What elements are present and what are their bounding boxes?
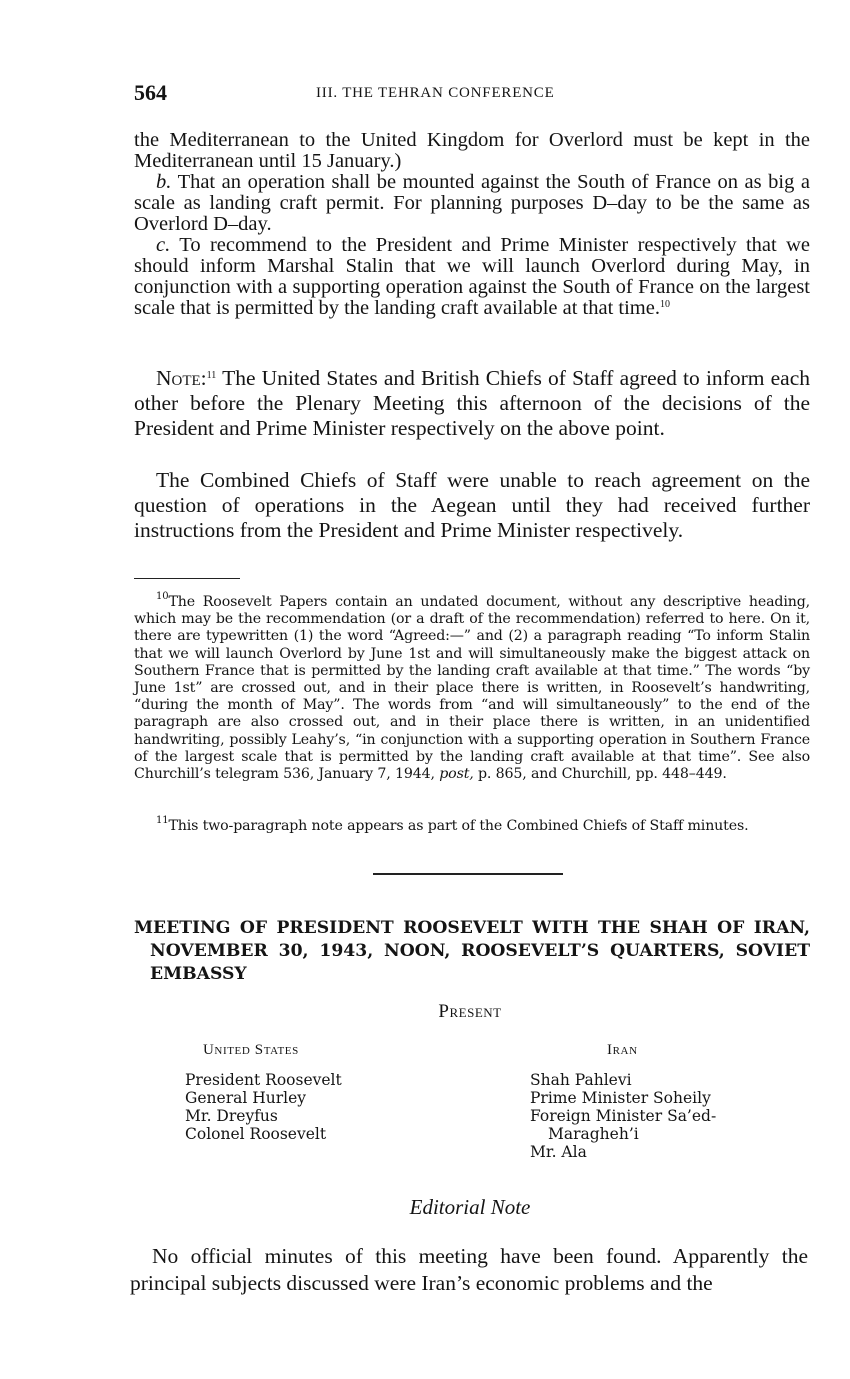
recommendation-b <box>134 172 810 235</box>
meeting-heading-line1: MEETING OF PRESIDENT ROOSEVELT WITH THE SHAH OF IRAN, <box>134 918 810 938</box>
footnote-10 <box>134 591 810 783</box>
footnote-10-text: The Roosevelt Papers contain an undated document, without any descriptive heading, which may be the recommendation (or a draft of the recommendation) referred to here. On it, there are typewritten (1) the word “Agreed:—” and (2) a paragraph reading “To inform Stalin that we will launch Overlord by June 1st and will simultaneously make the biggest attack on Southern France that is permitted by the landing craft available at that time.” The words “by June 1st” are crossed out, and in their place there is written, in Roosevelt’s handwriting, “during the month of May”. The words from “and will simultaneously” to the end of the paragraph are also crossed out, and in their place there is written, in an unidentified handwriting, possibly Leahy’s, “in conjunction with a supporting operation in Southern France of the largest scale that is permitted by the landing craft available at that time”. See also Churchill’s telegram 536, January 7, 1944, <box>134 594 810 783</box>
page-number: 564 <box>134 80 167 105</box>
note-label: Note: <box>156 366 207 390</box>
note-paragraph <box>134 366 810 441</box>
us-delegation-list <box>185 1071 342 1143</box>
recommendation-b-text: That an operation shall be mounted against the South of France on as big a scale as landing craft permit. For planning purposes D–day to be the same as Overlord D–day. <box>134 171 810 235</box>
footnote-10-post: post, <box>439 766 474 783</box>
aegean-paragraph: The Combined Chiefs of Staff were unable to reach agreement on the question of operations in the Aegean until they had received further instructions from the President and Prime Minister respectively. <box>134 468 810 542</box>
editorial-note-text: No official minutes of this meeting have been found. Apparently the principal subjects discussed were Iran’s economic problems and the <box>130 1244 808 1295</box>
list-item: Shah Pahlevi <box>530 1071 632 1089</box>
meeting-heading-text <box>134 917 810 986</box>
running-title: III. THE TEHRAN CONFERENCE <box>316 85 555 101</box>
footnote-ref-10: 10 <box>659 299 670 310</box>
list-item: President Roosevelt <box>185 1071 342 1089</box>
list-item: Foreign Minister Sa’ed- <box>530 1107 717 1125</box>
list-item: Mr. Ala <box>530 1143 587 1161</box>
iran-delegation-list <box>530 1071 716 1161</box>
footnote-11 <box>134 815 810 835</box>
footnote-rule <box>134 578 240 579</box>
editorial-note-heading: Editorial Note <box>409 1195 531 1219</box>
present-label: Present <box>438 1001 502 1022</box>
footnote-ref-11: 11 <box>206 370 217 381</box>
list-item: Prime Minister Soheily <box>530 1089 711 1107</box>
footnote-11-number: 11 <box>156 815 169 826</box>
list-item: General Hurley <box>185 1089 307 1107</box>
continued-paragraph: the Mediterranean to the United Kingdom for Overlord must be kept in the Mediterranean until 15 January.) <box>134 129 810 172</box>
footnote-10-text-end: p. 865, and Churchill, pp. 448–449. <box>478 766 727 783</box>
note-text: The United States and British Chiefs of Staff agreed to inform each other before the Plenary Meeting this afternoon of the decisions of the President and Prime Minister respectively on the above point. <box>134 366 810 440</box>
footnote-10-number: 10 <box>156 591 169 602</box>
meeting-heading-rest: NOVEMBER 30, 1943, NOON, ROOSEVELT’S QUARTERS, SOVIET EMBASSY <box>150 941 810 984</box>
recommendation-c-label: c. <box>156 234 171 256</box>
recommendation-c <box>134 235 810 319</box>
section-divider <box>373 873 563 875</box>
recommendation-b-label: b. <box>156 171 172 193</box>
running-head <box>134 80 810 106</box>
iran-delegation-heading: Iran <box>607 1042 638 1058</box>
recommendation-c-text: To recommend to the President and Prime Minister respectively that we should inform Marshal Stalin that we will launch Overlord during May, in conjunction with a supporting operation against the South of France on the largest scale that is permitted by the landing craft available at that time. <box>134 234 810 319</box>
list-item: Maragheh’i <box>548 1125 639 1143</box>
footnote-11-text: This two-paragraph note appears as part of the Combined Chiefs of Staff minutes. <box>168 818 749 834</box>
list-item: Mr. Dreyfus <box>185 1107 278 1125</box>
us-delegation-heading: United States <box>203 1042 299 1058</box>
list-item: Colonel Roosevelt <box>185 1125 327 1143</box>
meeting-heading <box>134 917 810 986</box>
